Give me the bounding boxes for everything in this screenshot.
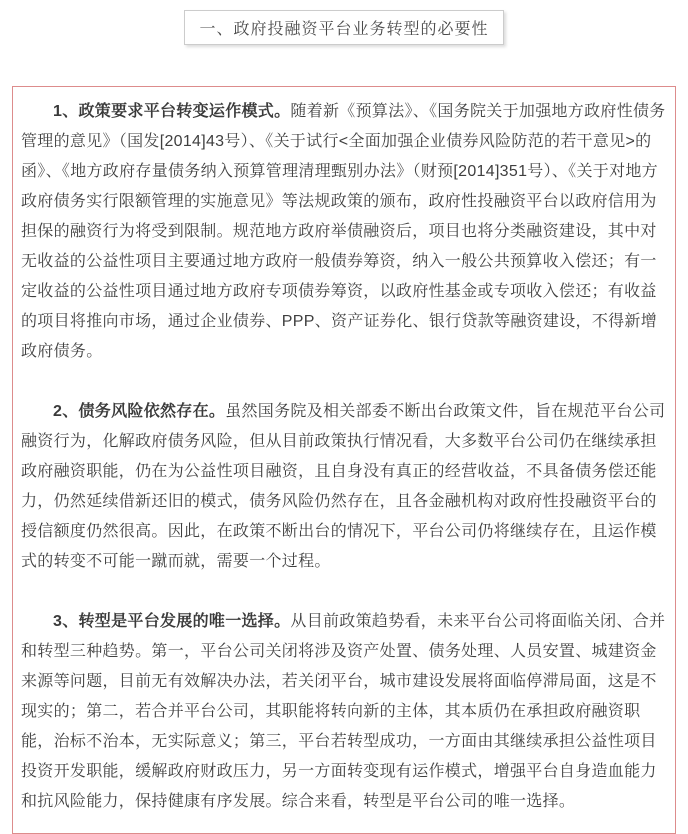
- paragraph-1-heading: 1、政策要求平台转变运作模式。: [53, 103, 291, 120]
- section-title: 一、政府投融资平台业务转型的必要性: [199, 21, 489, 38]
- paragraph-2-heading: 2、债务风险依然存在。: [53, 403, 226, 420]
- paragraph-1-body: 随着新《预算法》、《国务院关于加强地方政府性债务管理的意见》（国发[2014]43号）、《关于试行<全面加强企业债券风险防范的若干意见>的函》、《地方政府存量债务纳入预算管理清理甄别办法》（财预[2014]351号）、《关于对地方政府债务实行限额管理的实施意见》等法规政策的颁布，政府性投融资平台以政府信用为担保的融资行为将受到限制。规范地方政府举债融资后，项目也将分类融资建设，其中对无收益的公益性项目主要通过地方政府一般债券筹资，纳入一般公共预算收入偿还；有一定收益的公益性项目通过地方政府专项债券筹资，以政府性基金或专项收入偿还；有收益的项目将推向市场，通过企业债券、PPP、资产证券化、银行贷款等融资建设，不得新增政府债务。: [21, 103, 666, 360]
- page: [0, 10, 688, 834]
- content-box: [12, 86, 676, 834]
- paragraph-debt-risk: [21, 397, 667, 577]
- paragraph-3-body: 从目前政策趋势看，未来平台公司将面临关闭、合并和转型三种趋势。第一，平台公司关闭将涉及资产处置、债务处理、人员安置、城建资金来源等问题，目前无有效解决办法，若关闭平台，城市建设发展将面临停滞局面，这是不现实的；第二，若合并平台公司，其职能将转向新的主体，其本质仍在承担政府融资职能，治标不治本，无实际意义；第三，平台若转型成功，一方面由其继续承担公益性项目投资开发职能，缓解政府财政压力，另一方面转变现有运作模式，增强平台自身造血能力和抗风险能力，保持健康有序发展。综合来看，转型是平台公司的唯一选择。: [21, 613, 666, 810]
- paragraph-transform-only-choice: [21, 607, 667, 817]
- paragraph-3-heading: 3、转型是平台发展的唯一选择。: [53, 613, 291, 630]
- paragraph-policy-transform: [21, 97, 667, 367]
- section-title-box: [184, 10, 503, 45]
- paragraph-2-body: 虽然国务院及相关部委不断出台政策文件，旨在规范平台公司融资行为，化解政府债务风险，但从目前政策执行情况看，大多数平台公司仍在继续承担政府融资职能，仍在为公益性项目融资，且自身没有真正的经营收益，不具备债务偿还能力，仍然延续借新还旧的模式，债务风险仍然存在，且各金融机构对政府性投融资平台的授信额度仍然很高。因此，在政策不断出台的情况下，平台公司仍将继续存在，且运作模式的转变不可能一蹴而就，需要一个过程。: [21, 403, 666, 570]
